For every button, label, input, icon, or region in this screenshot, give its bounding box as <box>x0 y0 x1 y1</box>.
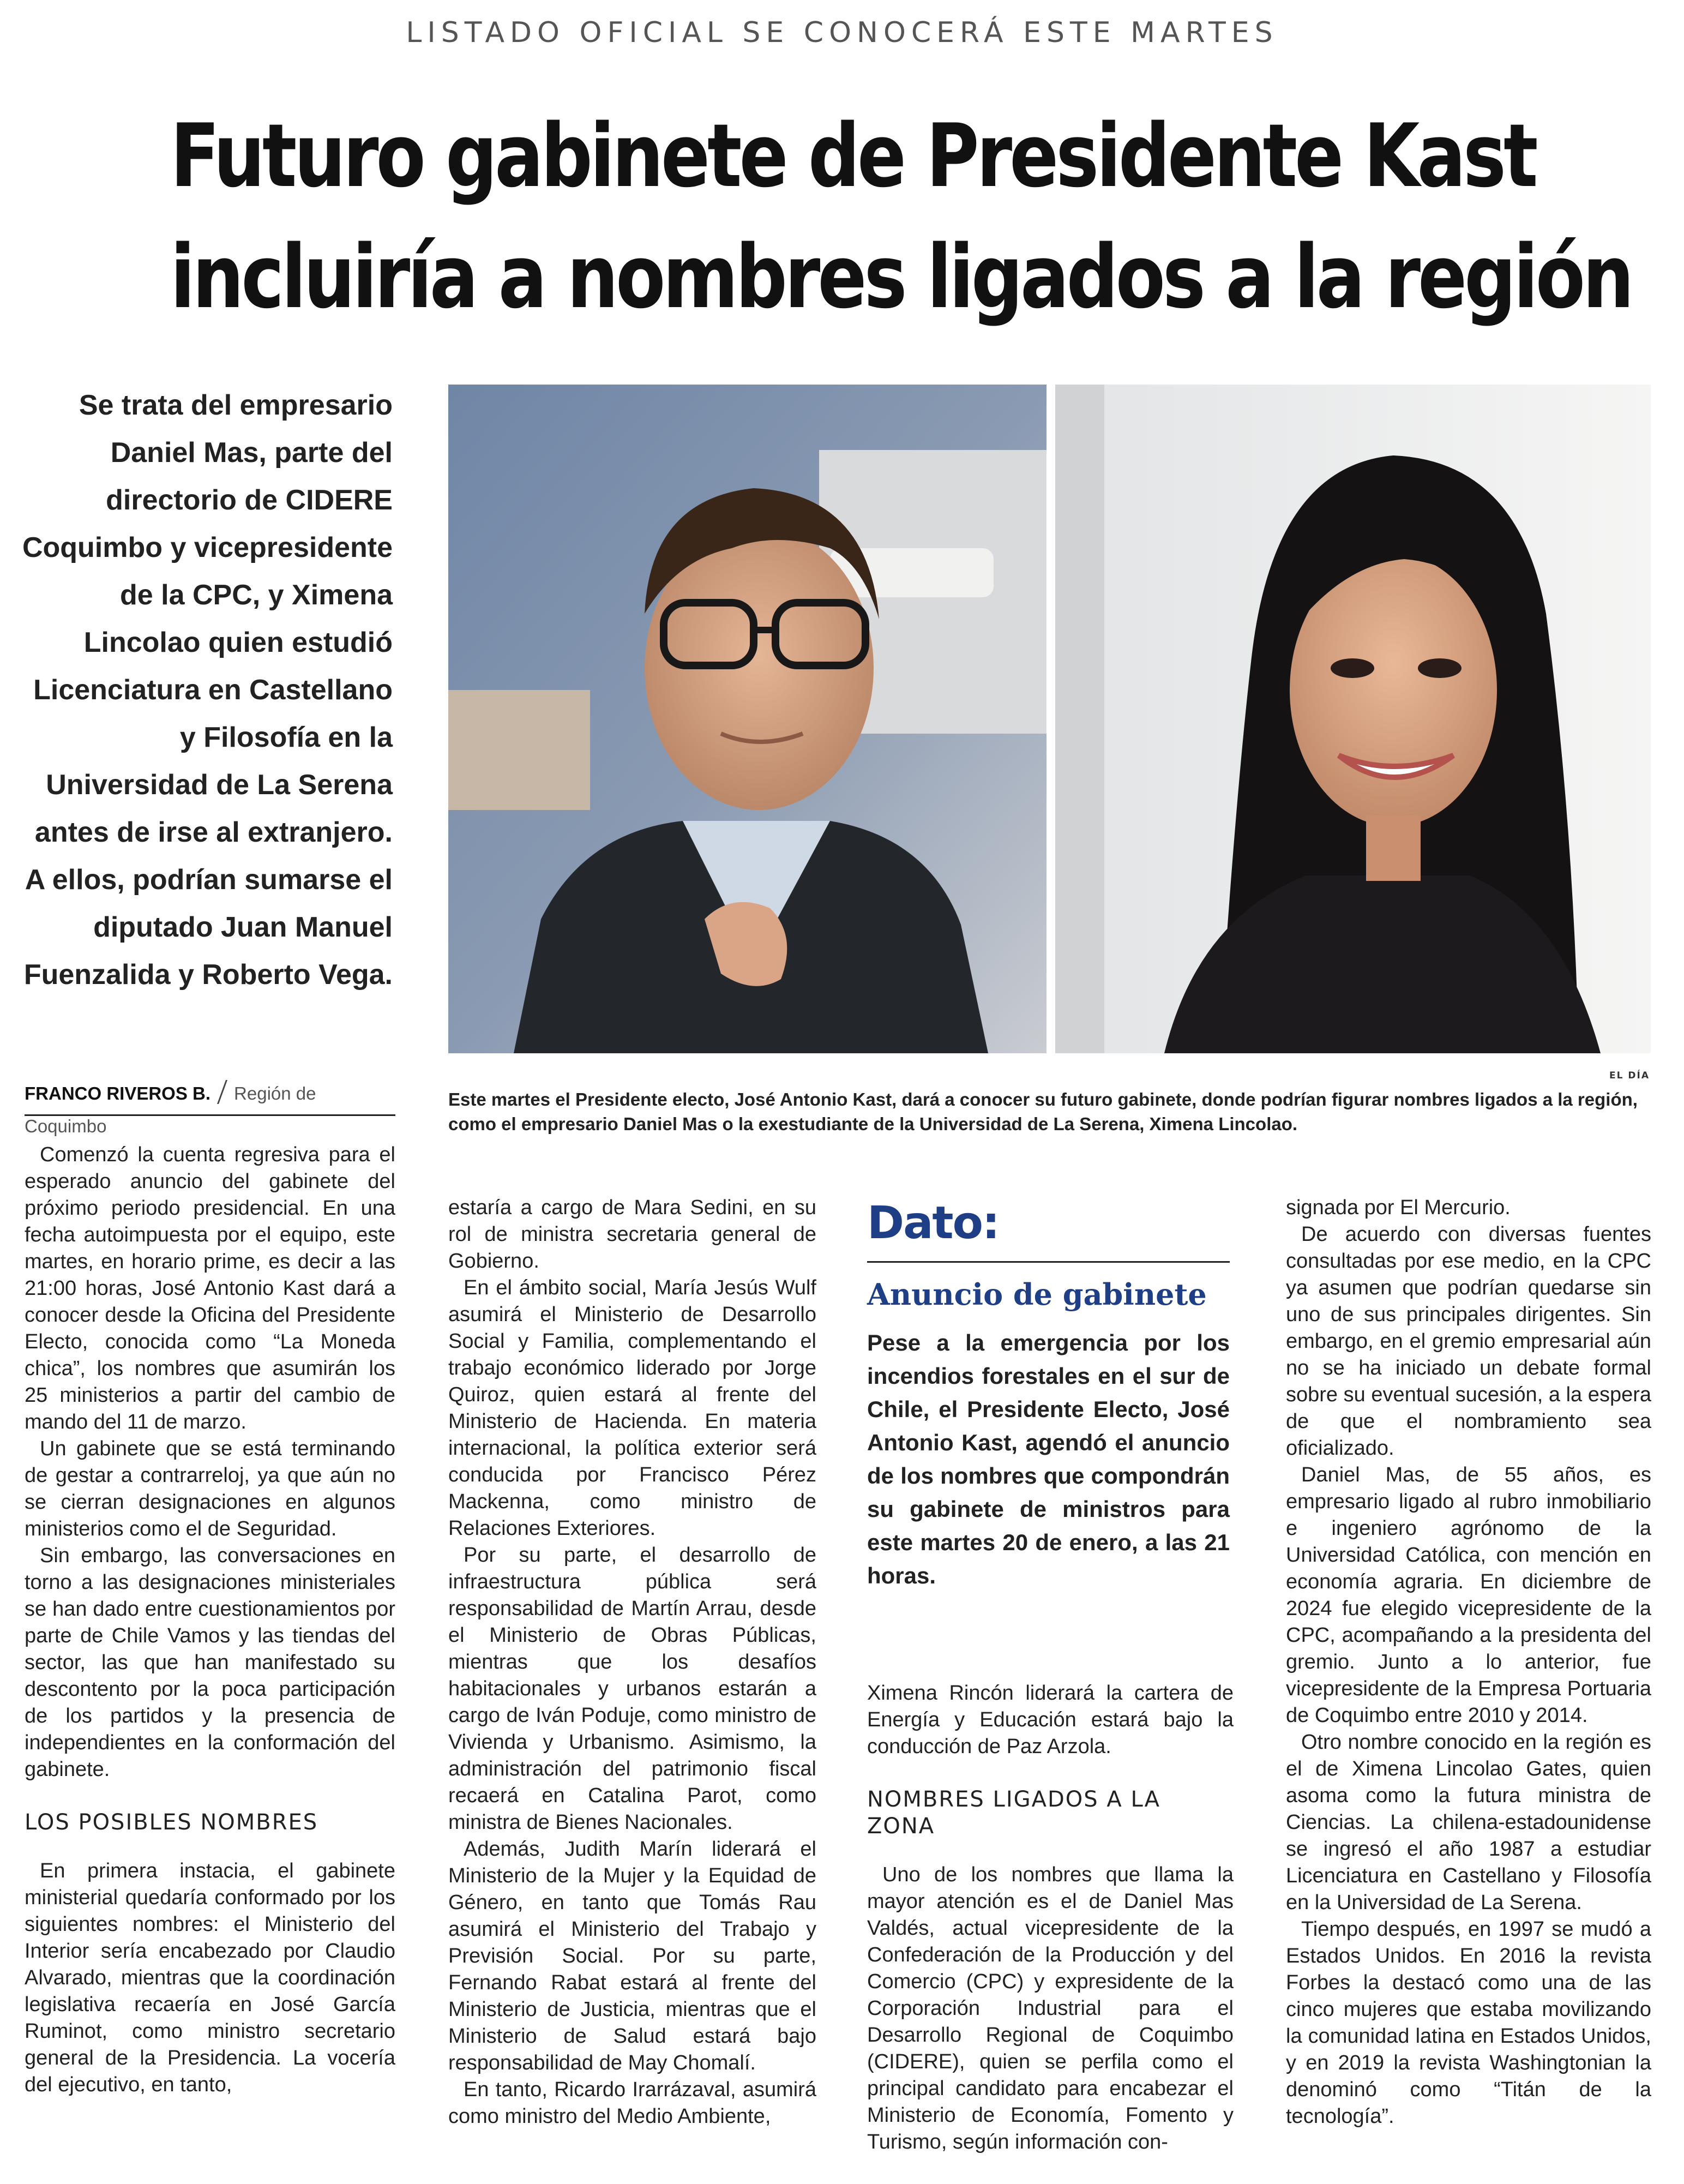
paragraph: Otro nombre conocido en la región es el de Ximena Lincolao Gates, quien asoma como la futura ministra de Ciencias. La chilena-estadounidense se ingresó el año 1987 a estudiar Licenciatura en Castellano y Filosofía en la Universidad de La Serena. <box>1286 1731 1651 1914</box>
paragraph: Daniel Mas, de 55 años, es empresario ligado al rubro inmobiliario e ingeniero agrónomo de la Universidad Católica, con mención en economía agraria. En diciembre de 2024 fue elegido vicepresidente de la CPC, acompañando a la presidenta del gremio. Junto a lo anterior, fue vicepresidente de la Empresa Portuaria de Coquimbo entre 2010 y 2014. <box>1286 1463 1651 1727</box>
byline <box>25 1077 395 1136</box>
subhead-nombres-ligados: NOMBRES LIGADOS A LA ZONA <box>867 1787 1161 1839</box>
dato-box <box>867 1197 1230 1592</box>
paragraph: En el ámbito social, María Jesús Wulf asumirá el Ministerio de Desarrollo Social y Familia, complementando el trabajo económico liderado por Jorge Quiroz, quien estará al frente del Ministerio de Hacienda. En materia internacional, la política exterior será conducida por Francisco Pérez Mackenna, como ministro de Relaciones Exteriores. <box>448 1276 816 1540</box>
paragraph: Un gabinete que se está terminando de gestar a contrarreloj, ya que aún no se cierran designaciones en algunos ministerios como el de Seguridad. <box>25 1437 395 1540</box>
article-column-2 <box>448 1195 816 2130</box>
headline-line-2: incluiría a nombres ligados a la región <box>170 226 1632 328</box>
photo-ximena-lincolao <box>1055 385 1651 1053</box>
paragraph: Tiempo después, en 1997 se mudó a Estados Unidos. En 2016 la revista Forbes la destacó como una de las cinco mujeres que estaba movilizando la comunidad latina en Estados Unidos, y en 2019 la revista Washingtonian la denominó como “Titán de la tecnología”. <box>1286 1918 1651 2128</box>
paragraph: Sin embargo, las conversaciones en torno a las designaciones ministeriales se han dado entre cuestionamientos por parte de Chile Vamos y las tiendas del sector, las que han manifestado su descontento por la poca participación de los partidos y la presencia de independientes en la conformación del gabinete. <box>25 1544 395 1781</box>
photo-daniel-mas <box>448 385 1047 1053</box>
dato-rule <box>867 1261 1230 1263</box>
paragraph: En primera instacia, el gabinete ministerial quedaría conformado por los siguientes nombres: el Ministerio del Interior sería encabezado por Claudio Alvarado, mientras que la coordinación legislativa recaería en José García Ruminot, como ministro secretario general de la Presidencia. La vocería del ejecutivo, en tanto, <box>25 1859 395 2096</box>
paragraph: En tanto, Ricardo Irarrázaval, asumirá como ministro del Medio Ambiente, <box>448 2078 816 2128</box>
headline <box>170 95 1632 338</box>
subhead-posibles-nombres: LOS POSIBLES NOMBRES <box>25 1810 318 1835</box>
article-column-1 <box>25 1142 395 2098</box>
photo-caption: Este martes el Presidente electo, José Antonio Kast, dará a conocer su futuro gabinete, donde podrían figurar nombres ligados a la región, como el empresario Daniel Mas o la exestudiante de la Universidad de La Serena, Ximena Lincolao. <box>448 1089 1638 1134</box>
headline-line-1: Futuro gabinete de Presidente Kast <box>170 105 1536 207</box>
byline-author: FRANCO RIVEROS B. <box>25 1083 211 1103</box>
paragraph: Uno de los nombres que llama la mayor atención es el de Daniel Mas Valdés, actual vicepresidente de la Confederación de la Producción y del Comercio (CPC) y expresidente de la Corporación Industrial para el Desarrollo Regional de Coquimbo (CIDERE), quien se perfila como el principal candidato para encabezar el Ministerio de Economía, Fomento y Turismo, según información con- <box>867 1863 1234 2153</box>
paragraph: estaría a cargo de Mara Sedini, en su rol de ministra secretaria general de Gobierno. <box>448 1196 816 1273</box>
kicker: LISTADO OFICIAL SE CONOCERÁ ESTE MARTES <box>406 16 1278 49</box>
paragraph: Comenzó la cuenta regresiva para el esperado anuncio del gabinete del próximo periodo presidencial. En una fecha autoimpuesta por el equipo, este martes, en horario prime, es decir a las 21:00 horas, José Antonio Kast dará a conocer desde la Oficina del Presidente Electo, conocida como “La Moneda chica”, los nombres que asumirán los 25 ministerios a partir del cambio de mando del 11 de marzo. <box>25 1143 395 1433</box>
byline-separator <box>217 1080 227 1104</box>
paragraph: signada por El Mercurio. <box>1286 1196 1511 1219</box>
article-column-4 <box>1286 1195 1651 2130</box>
deck: Se trata del empresario Daniel Mas, parte del directorio de CIDERE Coquimbo y vicepresidente de la CPC, y Ximena Lincolao quien estudió Licenciatura en Castellano y Filosofía en la Universidad de La Serena antes de irse al extranjero. A ellos, podrían sumarse el diputado Juan Manuel Fuenzalida y Roberto Vega. <box>22 389 393 991</box>
byline-region: Región de Coquimbo <box>25 1083 316 1136</box>
dato-text: Pese a la emergencia por los incendios forestales en el sur de Chile, el Presidente Electo, José Antonio Kast, agendó el anuncio de los nombres que compondrán su gabinete de ministros para este martes 20 de enero, a las 21 horas. <box>867 1330 1230 1588</box>
article-column-3 <box>867 1680 1234 2156</box>
paragraph: De acuerdo con diversas fuentes consultadas por ese medio, en la CPC ya asumen que podrían quedarse sin uno de sus principales dirigentes. Sin embargo, en el gremio empresarial aún no se ha iniciado un debate formal sobre su eventual sucesión, a la espera de que el nombramiento sea oficializado. <box>1286 1223 1651 1460</box>
dato-title: Dato: <box>867 1197 999 1249</box>
paragraph: Además, Judith Marín liderará el Ministerio de la Mujer y la Equidad de Género, en tanto que Tomás Rau asumirá el Ministerio del Trabajo y Previsión Social. Por su parte, Fernando Rabat estará al frente del Ministerio de Justicia, mientras que el Ministerio de Salud estará bajo responsabilidad de May Chomalí. <box>448 1838 816 2074</box>
dato-subtitle: Anuncio de gabinete <box>867 1277 1207 1312</box>
paragraph: Ximena Rincón liderará la cartera de Energía y Educación estará bajo la conducción de Paz Arzola. <box>867 1682 1234 1758</box>
paragraph: Por su parte, el desarrollo de infraestructura pública será responsabilidad de Martín Arrau, desde el Ministerio de Obras Públicas, mientras que los desafíos habitacionales y urbanos estarán a cargo de Iván Poduje, como ministro de Vivienda y Urbanismo. Asimismo, la administración del patrimonio fiscal recaerá en Catalina Parot, como ministra de Bienes Nacionales. <box>448 1544 816 1834</box>
photo-credit: EL DÍA <box>1609 1070 1650 1081</box>
